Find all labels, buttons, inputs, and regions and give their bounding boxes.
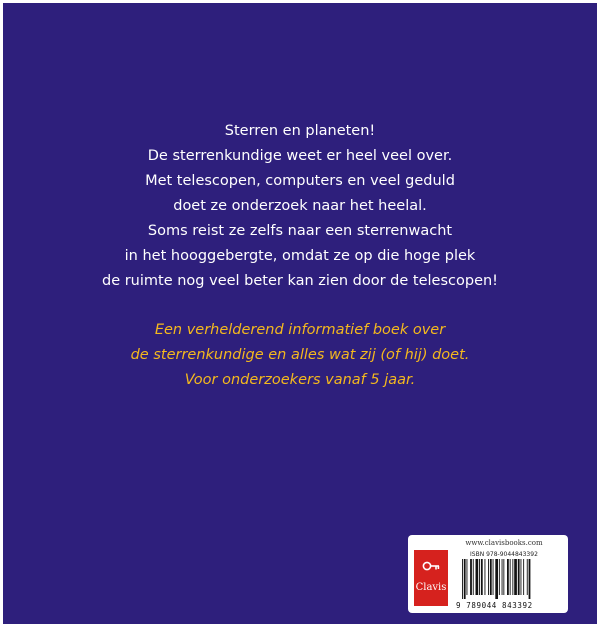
barcode-bar <box>503 559 504 595</box>
barcode-bar <box>518 559 520 595</box>
tagline-line: de sterrenkundige en alles wat zij (of hij) doet. <box>130 347 470 363</box>
publisher-logo-text: Clavis <box>415 582 447 593</box>
blurb-line: Soms reist ze zelfs naar een sterrenwacht <box>147 223 453 239</box>
blurb-line: Sterren en planeten! <box>224 123 376 139</box>
barcode-bar <box>462 559 463 599</box>
barcode-bar <box>464 559 466 599</box>
barcode-panel <box>408 535 568 613</box>
blurb-line: doet ze onderzoek naar het heelal. <box>173 198 427 214</box>
publisher-url: www.clavisbooks.com <box>465 539 543 547</box>
barcode-bar <box>521 559 522 595</box>
barcode-number: 9 789044 843392 <box>456 601 533 610</box>
publisher-logo <box>414 550 448 606</box>
key-icon <box>422 558 440 574</box>
blurb-line: in het hooggebergte, omdat ze op die hoge plek <box>124 248 476 264</box>
barcode-bar <box>476 559 479 595</box>
barcode-bar <box>470 559 472 595</box>
barcode-bar <box>512 559 513 595</box>
barcode-bar <box>490 559 492 595</box>
barcode-bar <box>529 559 531 599</box>
barcode-bar <box>493 559 494 595</box>
isbn-label: ISBN 978-9044843392 <box>470 551 538 558</box>
blurb-line: Met telescopen, computers en veel geduld <box>145 173 455 189</box>
barcode-bar <box>523 559 524 595</box>
barcode-bar <box>488 559 489 595</box>
tagline-text <box>3 318 597 393</box>
blurb-text <box>3 119 597 294</box>
barcode-bar <box>502 559 503 595</box>
barcode-bar <box>467 559 468 595</box>
blurb-line: de ruimte nog veel beter kan zien door de telescopen! <box>101 273 498 289</box>
barcode-bar <box>481 559 483 595</box>
barcode-bar <box>495 559 498 599</box>
barcode <box>460 559 560 599</box>
barcode-bar <box>510 559 511 595</box>
tagline-line: Een verhelderend informatief boek over <box>154 322 446 338</box>
barcode-bar <box>499 559 500 595</box>
barcode-bar <box>507 559 509 595</box>
barcode-bar <box>514 559 517 595</box>
tagline-line: Voor onderzoekers vanaf 5 jaar. <box>184 372 416 388</box>
barcode-bar <box>485 559 486 595</box>
barcode-bar <box>479 559 480 595</box>
blurb-line: De sterrenkundige weet er heel veel over. <box>147 148 453 164</box>
book-back-cover <box>3 3 597 624</box>
barcode-bar <box>527 559 528 595</box>
barcode-bar <box>473 559 474 595</box>
